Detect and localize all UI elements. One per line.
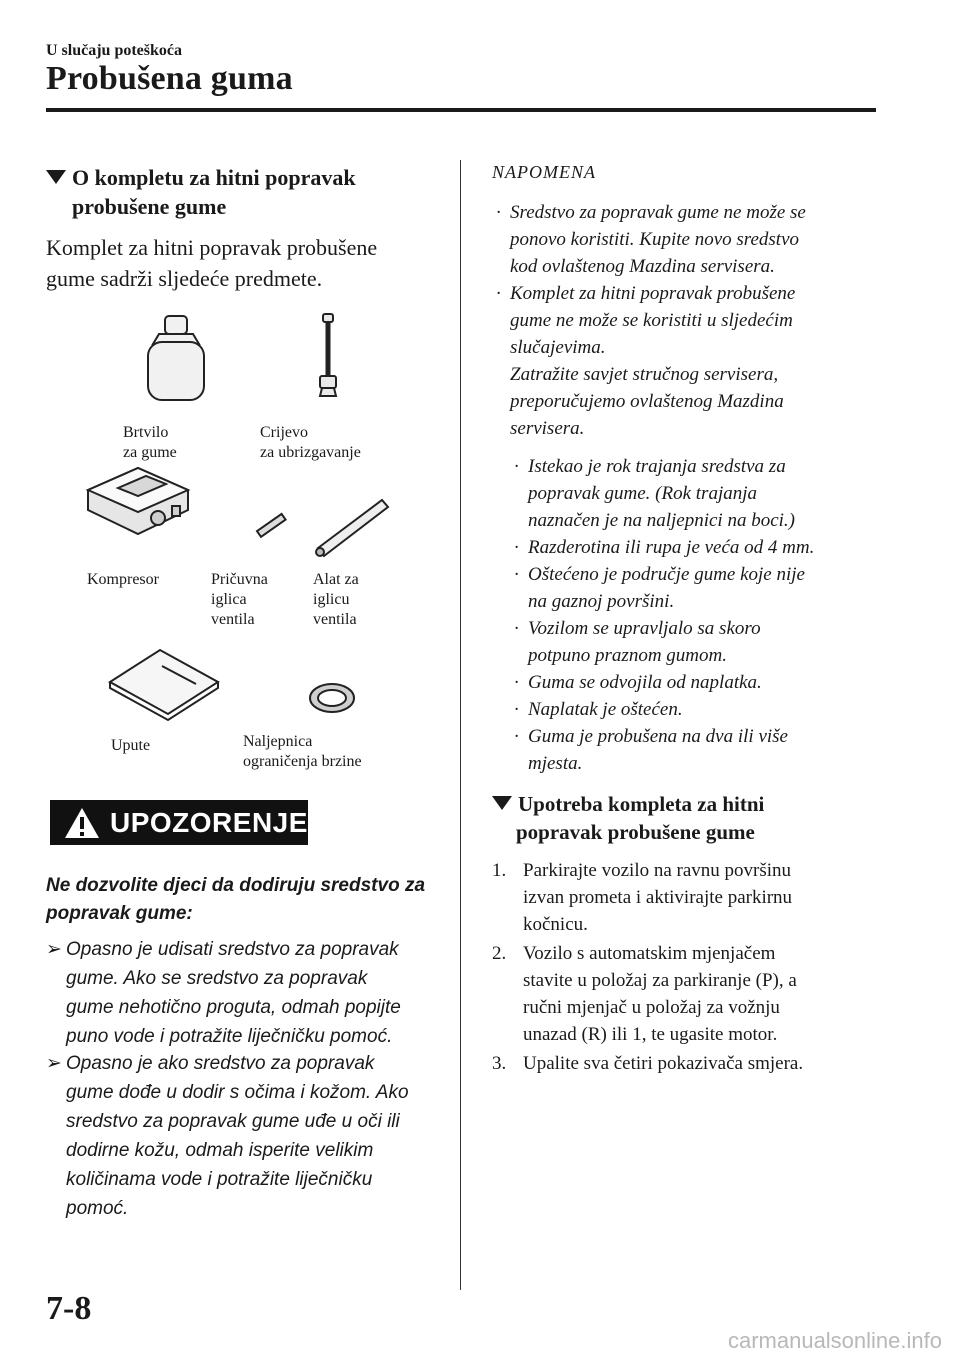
injection-hose-icon [320, 314, 336, 396]
compressor-icon [88, 468, 188, 534]
caption-sticker: Naljepnica ograničenja brzine [243, 733, 362, 770]
section-label: U slučaju poteškoća [46, 42, 183, 59]
caption-manual: Upute [111, 737, 151, 754]
kit-contents-illustration [46, 300, 446, 780]
spare-valve-core-icon [257, 514, 286, 537]
dot-bullet-icon: · [496, 283, 501, 304]
arrow-bullet-icon: ➢ [46, 1053, 62, 1074]
arrow-bullet-icon: ➢ [46, 939, 62, 960]
sub-note-item: · Guma se odvojila od naplatka. [510, 669, 890, 696]
usage-heading: Upotreba kompleta za hitni [492, 789, 764, 819]
sub-note-item: · Vozilom se upravljalo sa skoro potpuno praznom gumom. [510, 615, 890, 669]
note-title: NAPOMENA [492, 162, 596, 182]
speed-limit-sticker-icon [310, 684, 354, 712]
sub-note-item: · Razderotina ili rupa je veća od 4 mm. [510, 534, 890, 561]
manual-booklet-icon [110, 650, 218, 720]
dot-bullet-icon: · [514, 537, 519, 558]
dot-bullet-icon: · [514, 564, 519, 585]
dot-bullet-icon: · [496, 202, 501, 223]
intro-line2: gume sadrži sljedeće predmete. [46, 266, 323, 291]
caption-tool: Alat za iglicu ventila [313, 571, 359, 628]
caption-hose: Crijevo za ubrizgavanje [260, 424, 361, 461]
title-rule [46, 108, 876, 112]
page-number: 7-8 [46, 1290, 92, 1327]
note-item-reuse: · Sredstvo za popravak gume ne može se ponovo koristiti. Kupite novo sredstvo kod ovlaštenog Mazdina servisera. [492, 199, 882, 280]
warning-banner [50, 800, 308, 845]
warning-triangle-icon [62, 805, 102, 841]
valve-core-tool-icon [316, 500, 388, 556]
steps-list [492, 857, 892, 1079]
sub-note-list [510, 453, 890, 777]
intro-line1: Komplet za hitni popravak probušene [46, 235, 378, 260]
step-2: 2. Vozilo s automatskim mjenjačem stavite u položaj za parkiranje (P), a ručni mjenjač u položaj za vožnju unazad (R) ili 1, te ugasite motor. [492, 943, 797, 1045]
dot-bullet-icon: · [514, 456, 519, 477]
dot-bullet-icon: · [514, 618, 519, 639]
watermark: carmanualsonline.info [727, 1328, 942, 1353]
note-item-not-usable: · Komplet za hitni popravak probušene gume ne može se koristiti u sljedećim slučajevima. Zatražite savjet stručnog servisera, preporučujemo ovlaštenog Mazdina servisera. [492, 280, 882, 442]
caption-compressor: Kompresor [87, 571, 159, 588]
caption-sealant: Brtvilo za gume [123, 424, 177, 461]
sub-note-item: · Oštećeno je područje gume koje nije na gaznoj površini. [510, 561, 890, 615]
triangle-bullet-icon [492, 796, 512, 810]
sub-note-item: · Istekao je rok trajanja sredstva za popravak gume. (Rok trajanja naznačen je na naljepnici na boci.) [510, 453, 890, 534]
warning-lead: Ne dozvolite djeci da dodiruju sredstvo za popravak gume: [46, 875, 426, 924]
dot-bullet-icon: · [514, 726, 519, 747]
step-1: 1. Parkirajte vozilo na ravnu površinu izvan prometa i aktivirajte parkirnu kočnicu. [492, 860, 793, 935]
sub-note-item: · Guma je probušena na dva ili više mjesta. [510, 723, 890, 777]
sealant-bottle-icon [148, 316, 204, 400]
step-3: 3. Upalite sva četiri pokazivača smjera. [492, 1053, 804, 1074]
kit-heading-line2: probušene gume [72, 194, 227, 219]
note-list [492, 199, 882, 442]
kit-heading: O kompletu za hitni popravak [46, 163, 356, 193]
warning-item-eyes-skin: ➢ Opasno je ako sredstvo za popravak gume dođe u dodir s očima i kožom. Ako sredstvo za popravak gume uđe u oči ili dodirne kožu, odmah isperite velikim količinama vode i potražite liječničku pomoć. [46, 1049, 446, 1223]
page-title: Probušena guma [46, 60, 293, 97]
dot-bullet-icon: · [514, 672, 519, 693]
triangle-bullet-icon [46, 170, 66, 184]
column-divider [460, 160, 461, 1290]
dot-bullet-icon: · [514, 699, 519, 720]
warning-item-inhale: ➢ Opasno je udisati sredstvo za popravak gume. Ako se sredstvo za popravak gume nehotično proguta, odmah popijte puno vode i potražite liječničku pomoć. [46, 935, 446, 1051]
sub-note-item: · Naplatak je oštećen. [510, 696, 890, 723]
warning-banner-label: UPOZORENJE [110, 806, 308, 838]
usage-heading-line2: popravak probušene gume [516, 820, 755, 844]
caption-spare-core: Pričuvna iglica ventila [211, 571, 268, 628]
